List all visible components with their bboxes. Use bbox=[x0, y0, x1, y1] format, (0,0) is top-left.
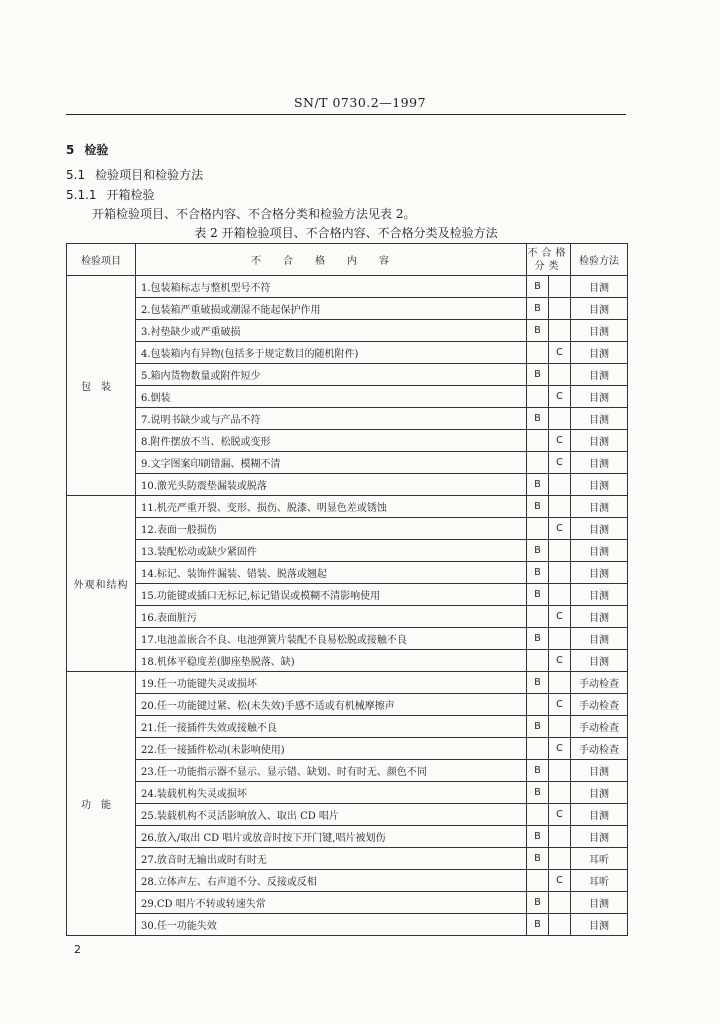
class-c-cell: C bbox=[549, 606, 571, 628]
method-cell: 目测 bbox=[571, 892, 628, 914]
class-c-cell bbox=[549, 672, 571, 694]
method-cell: 目测 bbox=[571, 276, 628, 298]
table-row bbox=[67, 518, 628, 540]
defect-description: 29.CD 唱片不转或转速失常 bbox=[136, 892, 527, 914]
table-row bbox=[67, 738, 628, 760]
class-c-cell bbox=[549, 474, 571, 496]
defect-description: 28.立体声左、右声道不分、反接或反相 bbox=[136, 870, 527, 892]
defect-description: 16.表面脏污 bbox=[136, 606, 527, 628]
defect-description: 1.包装箱标志与整机型号不符 bbox=[136, 276, 527, 298]
method-cell: 目测 bbox=[571, 452, 628, 474]
table-row bbox=[67, 892, 628, 914]
defect-description: 30.任一功能失效 bbox=[136, 914, 527, 936]
table-row bbox=[67, 672, 628, 694]
table-row bbox=[67, 584, 628, 606]
header-method: 检验方法 bbox=[571, 244, 628, 276]
class-b-cell: B bbox=[527, 408, 549, 430]
section-title: 检验 bbox=[84, 143, 109, 157]
table-row bbox=[67, 848, 628, 870]
class-c-cell: C bbox=[549, 738, 571, 760]
table-row bbox=[67, 320, 628, 342]
defect-description: 27.放音时无输出或时有时无 bbox=[136, 848, 527, 870]
table-row bbox=[67, 276, 628, 298]
section-heading bbox=[66, 141, 108, 158]
defect-description: 20.任一功能键过紧、松(未失效)手感不适或有机械摩擦声 bbox=[136, 694, 527, 716]
method-cell: 目测 bbox=[571, 320, 628, 342]
class-b-cell bbox=[527, 452, 549, 474]
method-cell: 目测 bbox=[571, 518, 628, 540]
table-row bbox=[67, 386, 628, 408]
defect-description: 24.装载机构失灵或损坏 bbox=[136, 782, 527, 804]
method-cell: 手动检查 bbox=[571, 738, 628, 760]
method-cell: 目测 bbox=[571, 650, 628, 672]
method-cell: 目测 bbox=[571, 584, 628, 606]
method-cell: 目测 bbox=[571, 804, 628, 826]
defect-description: 6.倒装 bbox=[136, 386, 527, 408]
header-item: 检验项目 bbox=[67, 244, 136, 276]
method-cell: 目测 bbox=[571, 914, 628, 936]
defect-description: 13.装配松动或缺少紧固件 bbox=[136, 540, 527, 562]
method-cell: 目测 bbox=[571, 408, 628, 430]
class-c-cell bbox=[549, 782, 571, 804]
defect-description: 2.包装箱严重破损或潮湿不能起保护作用 bbox=[136, 298, 527, 320]
defect-description: 26.放入/取出 CD 唱片或放音时按下开门键,唱片被划伤 bbox=[136, 826, 527, 848]
method-cell: 目测 bbox=[571, 782, 628, 804]
standard-code: SN/T 0730.2—1997 bbox=[293, 95, 427, 110]
table-row bbox=[67, 540, 628, 562]
group-label: 外观和结构 bbox=[67, 496, 136, 672]
defect-description: 7.说明书缺少或与产品不符 bbox=[136, 408, 527, 430]
method-cell: 目测 bbox=[571, 540, 628, 562]
method-cell: 目测 bbox=[571, 760, 628, 782]
table-row bbox=[67, 408, 628, 430]
method-cell: 手动检查 bbox=[571, 694, 628, 716]
subsubsection-number: 5.1.1 bbox=[66, 188, 97, 202]
class-b-cell: B bbox=[527, 496, 549, 518]
method-cell: 目测 bbox=[571, 386, 628, 408]
class-b-cell: B bbox=[527, 540, 549, 562]
table-row bbox=[67, 364, 628, 386]
class-c-cell bbox=[549, 716, 571, 738]
defect-description: 8.附件摆放不当、松脱或变形 bbox=[136, 430, 527, 452]
class-b-cell: B bbox=[527, 584, 549, 606]
header-content: 不合格内容 bbox=[136, 244, 527, 276]
table-row bbox=[67, 716, 628, 738]
defect-description: 25.装载机构不灵活影响放入、取出 CD 唱片 bbox=[136, 804, 527, 826]
method-cell: 手动检查 bbox=[571, 716, 628, 738]
class-c-cell: C bbox=[549, 452, 571, 474]
method-cell: 耳听 bbox=[571, 870, 628, 892]
table-row bbox=[67, 496, 628, 518]
method-cell: 目测 bbox=[571, 496, 628, 518]
class-b-cell bbox=[527, 606, 549, 628]
subsection-title: 检验项目和检验方法 bbox=[95, 168, 204, 182]
class-c-cell bbox=[549, 848, 571, 870]
class-b-cell bbox=[527, 386, 549, 408]
class-b-cell: B bbox=[527, 364, 549, 386]
section-number: 5 bbox=[66, 143, 75, 157]
class-c-cell bbox=[549, 408, 571, 430]
class-c-cell bbox=[549, 562, 571, 584]
class-c-cell bbox=[549, 298, 571, 320]
method-cell: 耳听 bbox=[571, 848, 628, 870]
class-b-cell: B bbox=[527, 760, 549, 782]
intro-paragraph: 开箱检验项目、不合格内容、不合格分类和检验方法见表 2。 bbox=[92, 207, 416, 221]
defect-description: 11.机壳严重开裂、变形、损伤、脱漆、明显色差或锈蚀 bbox=[136, 496, 527, 518]
table-row bbox=[67, 298, 628, 320]
class-c-cell bbox=[549, 892, 571, 914]
class-b-cell: B bbox=[527, 320, 549, 342]
group-label: 功能 bbox=[67, 672, 136, 936]
defect-description: 5.箱内货物数量或附件短少 bbox=[136, 364, 527, 386]
table-row bbox=[67, 782, 628, 804]
class-b-cell: B bbox=[527, 276, 549, 298]
defect-description: 17.电池盖嵌合不良、电池弹簧片装配不良易松脱或接触不良 bbox=[136, 628, 527, 650]
class-c-cell: C bbox=[549, 342, 571, 364]
defect-description: 19.任一功能键失灵或损坏 bbox=[136, 672, 527, 694]
class-c-cell bbox=[549, 760, 571, 782]
class-b-cell: B bbox=[527, 716, 549, 738]
subsubsection-heading bbox=[66, 186, 155, 203]
table-body bbox=[67, 276, 628, 936]
class-b-cell: B bbox=[527, 892, 549, 914]
defect-description: 23.任一功能指示器不显示、显示错、缺划、时有时无、颜色不同 bbox=[136, 760, 527, 782]
table-row bbox=[67, 628, 628, 650]
class-c-cell bbox=[549, 540, 571, 562]
class-b-cell bbox=[527, 694, 549, 716]
table-row bbox=[67, 474, 628, 496]
method-cell: 目测 bbox=[571, 364, 628, 386]
table-row bbox=[67, 914, 628, 936]
inspection-table bbox=[66, 243, 628, 936]
defect-description: 22.任一接插件松动(未影响使用) bbox=[136, 738, 527, 760]
class-b-cell: B bbox=[527, 782, 549, 804]
defect-description: 4.包装箱内有异物(包括多于规定数目的随机附件) bbox=[136, 342, 527, 364]
class-c-cell bbox=[549, 628, 571, 650]
class-c-cell bbox=[549, 584, 571, 606]
class-b-cell bbox=[527, 650, 549, 672]
defect-description: 12.表面一般损伤 bbox=[136, 518, 527, 540]
table-row bbox=[67, 606, 628, 628]
class-b-cell: B bbox=[527, 628, 549, 650]
table-row bbox=[67, 342, 628, 364]
defect-description: 9.文字图案印刷错漏、模糊不清 bbox=[136, 452, 527, 474]
method-cell: 目测 bbox=[571, 430, 628, 452]
class-b-cell bbox=[527, 342, 549, 364]
table-caption: 表 2 开箱检验项目、不合格内容、不合格分类及检验方法 bbox=[194, 226, 498, 240]
class-b-cell: B bbox=[527, 672, 549, 694]
defect-description: 14.标记、装饰件漏装、错装、脱落或翘起 bbox=[136, 562, 527, 584]
table-row bbox=[67, 804, 628, 826]
table-row bbox=[67, 452, 628, 474]
table-row bbox=[67, 760, 628, 782]
defect-description: 18.机体平稳度差(脚座垫脱落、缺) bbox=[136, 650, 527, 672]
method-cell: 手动检查 bbox=[571, 672, 628, 694]
table-header-row bbox=[67, 244, 628, 276]
table-row bbox=[67, 562, 628, 584]
class-c-cell: C bbox=[549, 386, 571, 408]
group-label: 包装 bbox=[67, 276, 136, 496]
defect-description: 15.功能键或插口无标记,标记错误或模糊不清影响使用 bbox=[136, 584, 527, 606]
page-number: 2 bbox=[74, 943, 81, 956]
subsection-heading bbox=[66, 166, 203, 183]
method-cell: 目测 bbox=[571, 298, 628, 320]
class-b-cell bbox=[527, 518, 549, 540]
class-c-cell bbox=[549, 496, 571, 518]
method-cell: 目测 bbox=[571, 826, 628, 848]
class-b-cell bbox=[527, 804, 549, 826]
header-rule bbox=[66, 114, 626, 115]
method-cell: 目测 bbox=[571, 628, 628, 650]
header-class: 不合格分类 bbox=[527, 244, 571, 276]
table-row bbox=[67, 826, 628, 848]
table-row bbox=[67, 694, 628, 716]
class-c-cell bbox=[549, 826, 571, 848]
class-b-cell: B bbox=[527, 914, 549, 936]
class-c-cell bbox=[549, 276, 571, 298]
class-b-cell: B bbox=[527, 562, 549, 584]
class-c-cell bbox=[549, 364, 571, 386]
defect-description: 10.激光头防震垫漏装或脱落 bbox=[136, 474, 527, 496]
class-b-cell: B bbox=[527, 848, 549, 870]
class-b-cell: B bbox=[527, 474, 549, 496]
class-c-cell bbox=[549, 320, 571, 342]
table-row bbox=[67, 430, 628, 452]
class-c-cell: C bbox=[549, 694, 571, 716]
defect-description: 21.任一接插件失效或接触不良 bbox=[136, 716, 527, 738]
class-b-cell bbox=[527, 430, 549, 452]
method-cell: 目测 bbox=[571, 342, 628, 364]
subsubsection-title: 开箱检验 bbox=[106, 188, 155, 202]
subsection-number: 5.1 bbox=[66, 168, 86, 182]
method-cell: 目测 bbox=[571, 474, 628, 496]
class-c-cell: C bbox=[549, 650, 571, 672]
table-row bbox=[67, 870, 628, 892]
class-b-cell bbox=[527, 738, 549, 760]
class-c-cell: C bbox=[549, 518, 571, 540]
defect-description: 3.衬垫缺少或严重破损 bbox=[136, 320, 527, 342]
class-c-cell: C bbox=[549, 804, 571, 826]
class-b-cell bbox=[527, 870, 549, 892]
class-c-cell: C bbox=[549, 430, 571, 452]
class-b-cell: B bbox=[527, 826, 549, 848]
class-c-cell bbox=[549, 914, 571, 936]
method-cell: 目测 bbox=[571, 606, 628, 628]
table-row bbox=[67, 650, 628, 672]
class-c-cell: C bbox=[549, 870, 571, 892]
method-cell: 目测 bbox=[571, 562, 628, 584]
class-b-cell: B bbox=[527, 298, 549, 320]
